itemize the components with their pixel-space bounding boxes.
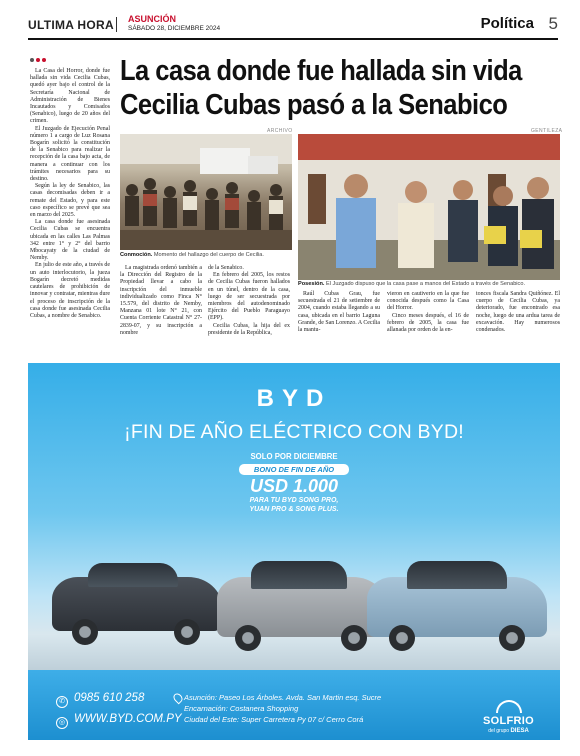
ad-title: ¡FIN DE AÑO ELÉCTRICO CON BYD!: [124, 421, 464, 443]
dealer-addresses: [184, 692, 381, 725]
bullet-dots-icon: [30, 58, 46, 62]
ad-footer: [28, 670, 560, 740]
car-lineup-image: [42, 551, 547, 659]
phone-number: 0985 610 258: [74, 692, 145, 704]
photo-crowd-scene: [120, 134, 292, 250]
dateline-city: ASUNCIÓN: [128, 14, 177, 24]
paragraph: La magistrada ordenó también a la Dirección del Registro de la Propiedad llevar a cabo la inscripción del inmueble individualizado como Finca N° 15.579, del distrito de Nemby, Manzana 01 lote N° 21, con Cuenta Corriente Catastral N° 27-2839-07, y su inscripción a nombre: [120, 265, 202, 336]
article-column-1: [30, 68, 110, 320]
photo-caption-conmocion: [120, 252, 294, 259]
promo-price: USD 1.000: [249, 476, 339, 496]
photo-officials: [298, 134, 560, 280]
car-silver-suv: [217, 551, 387, 657]
address-line: Ciudad del Este: Super Carretera Py 07 c/ Cerro Corá: [184, 715, 364, 724]
headline-line-1: La casa donde fue hallada sin vida: [120, 55, 522, 87]
crowd-photo-illustration: [120, 134, 292, 250]
byd-logo: BYD: [256, 385, 332, 412]
header-divider: [116, 17, 117, 32]
address-line: Encarnación: Costanera Shopping: [184, 704, 299, 713]
ad-website[interactable]: [56, 713, 182, 729]
paragraph: Según la ley de Senabico, las casas decomisadas deben ir a remate del Estado, y para este caso específico se prevé que sea en marzo del 2025.: [30, 183, 110, 219]
article-column-4: [298, 291, 380, 334]
page-number: 5: [548, 14, 558, 33]
promo-models-line-1: PARA TU BYD SONG PRO,: [249, 497, 339, 504]
photo-credit-gentileza: GENTILEZA: [531, 128, 563, 134]
paragraph: El Juzgado de Ejecución Penal número 1 a cargo de Luz Rosana Bogarín solicitó la constitución de la Senabico para realizar la recepción de la casa bajo acta, de manera a continuar con los trámites necesarios para su destino.: [30, 125, 110, 183]
promo-block: [227, 452, 361, 528]
sun-icon: [496, 700, 522, 713]
globe-icon: ◎: [56, 717, 68, 729]
officials-photo-illustration: [298, 134, 560, 280]
headline-line-2: Cecilia Cubas pasó a la Senabico: [120, 89, 508, 121]
header-rule: [28, 38, 558, 40]
byd-advertisement[interactable]: [28, 363, 560, 740]
website-url: WWW.BYD.COM.PY: [74, 713, 182, 725]
dealer-sub: del grupo: [488, 728, 510, 734]
paragraph: La casa donde fue asesinada Cecilia Cubas se encuentra ubicada en las calles Las Palmas 342 entre 1° y 2° del barrio Mbocayaty de la ciudad de Nemby.: [30, 219, 110, 262]
dateline-date: SÁBADO 28, DICIEMBRE 2024: [128, 25, 221, 32]
paragraph: tonces fiscala Sandra Quiñónez. El cuerpo de Cecilia Cubas, ya deteriorado, fue encontrado esa noche, luego de una ardua tarea de excavación. Hay numerosos condenados.: [476, 291, 560, 334]
article-column-3: [208, 265, 290, 337]
caption-text: Momento del hallazgo del cuerpo de Cecilia.: [152, 252, 264, 258]
article-column-2: [120, 265, 202, 337]
photo-caption-posesion: [298, 281, 560, 288]
car-blue-suv: [367, 551, 547, 657]
section-title: Política: [480, 15, 534, 32]
article-headline: [120, 54, 522, 122]
article-column-5: [387, 291, 469, 334]
paragraph: vieron en cautiverio en la que fue conocida después como la Casa del Horror.: [387, 291, 469, 312]
caption-lead: Conmoción.: [120, 252, 153, 258]
paragraph: de la Senabico.: [208, 265, 244, 271]
caption-lead: Posesión.: [298, 281, 325, 287]
paragraph: En febrero del 2005, los restos de Cecilia Cubas fueron hallados en un túnel, dentro de la casa, luego de ser secuestrada por miembros del autodenominado Ejército del Pueblo Paraguayo (EPP).: [208, 272, 290, 322]
whatsapp-icon: ✆: [56, 696, 68, 708]
paragraph: Raúl Cubas Grau, fue secuestrada el 21 de setiembre de 2004, cuando estaba llegando a su casa, ubicada en el barrio Laguna Grande, de San Lorenzo. A Cecilia la mantu-: [298, 291, 380, 334]
page-header: [28, 14, 558, 38]
location-pin-icon: [172, 692, 185, 705]
dealer-group-line: [483, 728, 534, 734]
solfrio-logo: [483, 700, 534, 734]
paragraph: En julio de este año, a través de un auto interlocutorio, la jueza Bogarín decretó medidas cautelares de prohibición de innovar y contratar, mientras dure el proceso de inscripción de la casa donde fue asesinada Cecilia Cubas, a nombre de Senabico.: [30, 262, 110, 319]
ad-phone[interactable]: [56, 692, 144, 708]
promo-models-line-2: YUAN PRO & SONG PLUS.: [249, 505, 339, 513]
section-label-ultima-hora: ULTIMA HORA: [28, 18, 114, 32]
paragraph: Cecilia Cubas, la hija del ex presidente de la República,: [208, 322, 290, 336]
promo-tagline: SOLO POR DICIEMBRE: [250, 452, 338, 461]
paragraph: La Casa del Horror, donde fue hallada sin vida Cecilia Cubas, quedó ayer bajo el control de la Secretaría Nacional de Administración de Bienes Incautados y Comisados (Senabico), luego de 20 años del crimen.: [30, 68, 110, 125]
article-column-6: [476, 291, 560, 334]
paragraph: Cinco meses después, el 16 de febrero de 2005, la casa fue allanada por orden de la en-: [387, 312, 469, 334]
dealer-group: DIESA: [510, 728, 529, 734]
car-dark-sedan: [52, 551, 222, 651]
photo-credit-archivo: ARCHIVO: [267, 128, 293, 134]
address-line: Asunción: Paseo Los Árboles. Avda. San Martin esq. Sucre: [184, 693, 382, 702]
caption-text: El Juzgado dispuso que la casa pase a manos del Estado a través de Senabico.: [324, 281, 526, 287]
dealer-name: SOLFRIO: [483, 715, 534, 727]
promo-bonus-pill: BONO DE FIN DE AÑO: [239, 464, 349, 475]
